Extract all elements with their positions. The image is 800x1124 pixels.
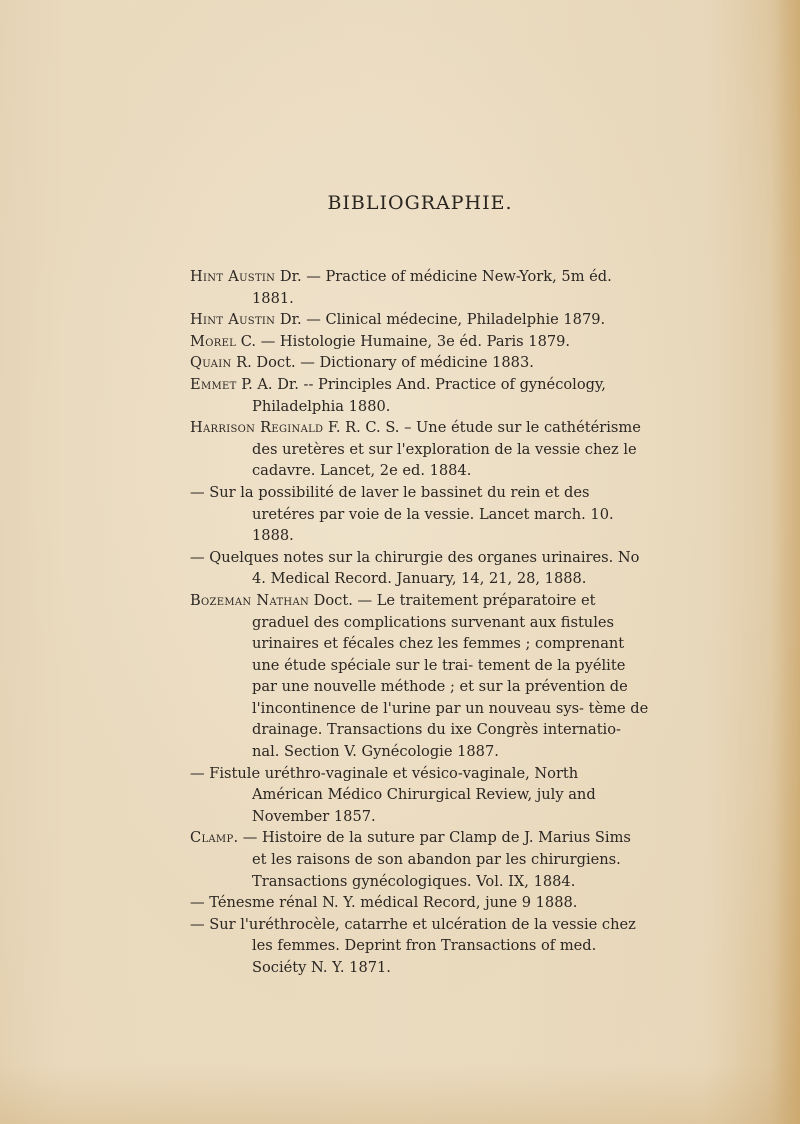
entry-text: — Sur la possibilité de laver le bassinet du rein et des uretéres par voie de la vessie. Lancet march. 10. 1888. [190, 483, 614, 545]
bibliography-entry [190, 417, 650, 482]
bibliography-entry [190, 892, 650, 914]
entry-text: F. R. C. S. – Une étude sur le cathétérisme des uretères et sur l'exploration de la vessie chez le cadavre. Lancet, 2e ed. 1884. [252, 419, 641, 480]
bibliography-entry [190, 266, 650, 309]
entry-text: — Sur l'uréthrocèle, catarrhe et ulcération de la vessie chez les femmes. Deprint fron Transactions of med. Sociéty N. Y. 1871. [190, 915, 636, 976]
entry-text: R. Doct. — Dictionary of médicine 1883. [231, 354, 534, 372]
page-bottom-shading [0, 1064, 800, 1124]
entry-text: — Quelques notes sur la chirurgie des organes urinaires. No 4. Medical Record. January, 14, 21, 28, 1888. [190, 548, 640, 588]
bibliography-entry [190, 331, 650, 353]
entry-text: P. A. Dr. -- Principles And. Practice of gynécology, Philadelphia 1880. [236, 375, 606, 415]
bibliography-entry [190, 827, 650, 892]
bibliography-entry [190, 309, 650, 331]
entry-author: Clamp [190, 829, 234, 847]
entry-author: Harrison Reginald [190, 419, 324, 437]
entry-text: . — Histoire de la suture par Clamp de J. Marius Sims et les raisons de son abandon par les chirurgiens. Transactions gynécologiques. Vol. IX, 1884. [233, 829, 631, 890]
bibliography-entry [190, 352, 650, 374]
bibliography-entry [190, 914, 650, 979]
entry-author: Emmet [190, 375, 237, 393]
entry-author: Hint Austin [190, 311, 276, 329]
entry-author: Quain [190, 354, 232, 372]
bibliography-list [190, 266, 650, 979]
entry-text: Doct. — Le traitement préparatoire et graduel des complications survenant aux fistules urinaires et fécales chez les femmes ; comprenant une étude spéciale sur le trai- tement de la pyélite par une nouvelle méthode ; et sur la prévention de l'incontinence de l'urine par un nouveau sys- tème de drainage. Transactions du ixe Congrès internatio- nal. Section V. Gynécologie 1887. [252, 591, 649, 761]
entry-text: — Ténesme rénal N. Y. médical Record, june 9 1888. [190, 894, 578, 912]
bibliography-entry [190, 763, 650, 828]
entry-text: C. — Histologie Humaine, 3e éd. Paris 1879. [236, 332, 571, 350]
entry-text: Dr. — Clinical médecine, Philadelphie 1879. [275, 311, 606, 329]
entry-author: Hint Austin [190, 268, 276, 285]
bibliography-entry [190, 547, 650, 590]
entry-text: — Fistule uréthro-vaginale et vésico-vaginale, North Américan Médico Chirurgical Review, july and November 1857. [190, 764, 596, 825]
bibliography-entry [190, 590, 650, 763]
page-edge-shading [770, 0, 800, 1124]
page-title: BIBLIOGRAPHIE. [327, 192, 513, 214]
entry-text: Dr. — Practice of médicine New-York, 5m éd. 1881. [252, 268, 612, 307]
bibliography-entry [190, 482, 650, 547]
entry-author: Bozeman Nathan [190, 591, 310, 609]
bibliography-entry [190, 374, 650, 417]
entry-author: Morel [190, 332, 237, 350]
